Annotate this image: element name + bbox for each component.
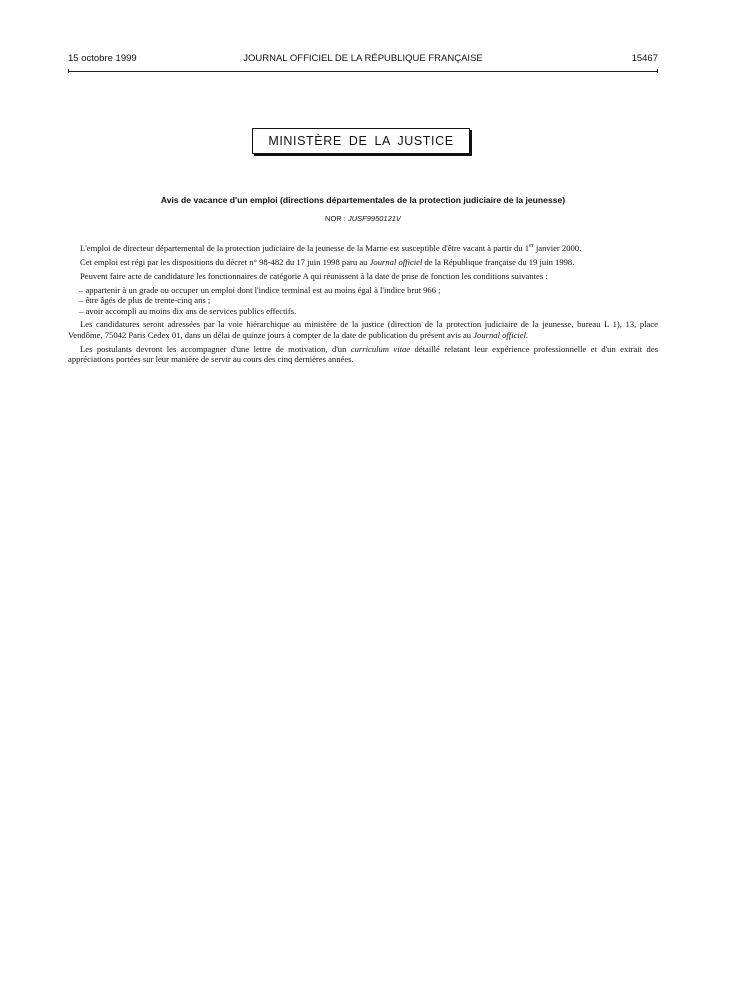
paragraph-vacancy bbox=[68, 243, 658, 253]
notice-body bbox=[68, 243, 658, 368]
nor-value: JUSF9950121V bbox=[347, 214, 401, 223]
paragraph-decree bbox=[68, 257, 658, 267]
paragraph-applications-text: Les candidatures seront adressées par la voie hiérarchique au ministère de la justice (direction de la protection judiciaire de la jeunesse, bureau L 1), 13, place Vendôme, 75042 Paris Cedex 01, dans un délai de quinze jours à compter de la date de publication du présent avis au bbox=[68, 319, 658, 340]
journal-title: JOURNAL OFFICIEL DE LA RÉPUBLIQUE FRANÇAISE bbox=[243, 53, 483, 64]
paragraph-applications bbox=[68, 319, 658, 340]
curriculum-vitae-term: curriculum vitae bbox=[350, 343, 411, 354]
ordinal-superscript: er bbox=[529, 243, 534, 250]
condition-item: – appartenir à un grade ou occuper un emploi dont l'indice terminal est au moins égal à l'indice brut 966 ; bbox=[79, 284, 441, 295]
header-rule-tick-left bbox=[68, 69, 69, 73]
header-rule bbox=[68, 71, 658, 72]
paragraph-decree-text: Cet emploi est régi par les dispositions du décret n° 98-482 du 17 juin 1998 paru au bbox=[80, 256, 370, 267]
condition-item: – être âgés de plus de trente-cinq ans ; bbox=[79, 295, 211, 306]
condition-item: – avoir accompli au moins dix ans de services publics effectifs. bbox=[79, 305, 297, 316]
paragraph-eligibility: Peuvent faire acte de candidature les fonctionnaires de catégorie A qui réunissent à la date de prise de fonction les conditions suivantes : bbox=[80, 270, 548, 281]
issue-date: 15 octobre 1999 bbox=[68, 53, 137, 64]
header-rule-tick-right bbox=[657, 69, 658, 73]
running-header bbox=[68, 53, 658, 67]
notice-title: Avis de vacance d'un emploi (directions départementales de la protection judiciaire de la jeunesse) bbox=[160, 195, 566, 205]
paragraph-documents-text: Les postulants devront les accompagner d'une lettre de motivation, d'un bbox=[80, 343, 351, 354]
nor-reference bbox=[68, 214, 658, 223]
paragraph-vacancy-text: L'emploi de directeur départemental de la protection judiciaire de la jeunesse de la Marne est susceptible d'être vacant à partir du 1 bbox=[80, 243, 530, 253]
ministry-heading: MINISTÈRE DE LA JUSTICE bbox=[252, 128, 470, 154]
page-number: 15467 bbox=[631, 53, 658, 64]
paragraph-documents-end: détaillé relatant leur expérience professionnelle et d'un extrait des appréciations portées sur leur manière de servir au cours des cinq dernières années. bbox=[68, 343, 658, 365]
paragraph-vacancy-end: janvier 2000. bbox=[533, 243, 582, 253]
paragraph-decree-end: de la République française du 19 juin 1998. bbox=[422, 256, 575, 267]
nor-label: NOR : bbox=[325, 214, 346, 223]
journal-officiel-ref: Journal officiel bbox=[369, 256, 423, 267]
paragraph-documents bbox=[68, 344, 658, 365]
journal-officiel-ref: Journal officiel. bbox=[473, 329, 529, 340]
